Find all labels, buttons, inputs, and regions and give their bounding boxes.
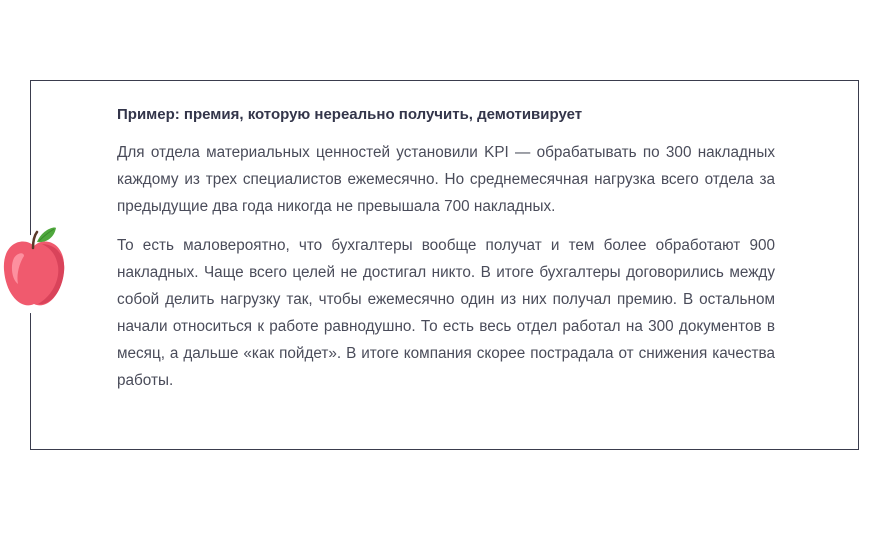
example-callout [30,80,859,450]
callout-title: Пример: премия, которую нереально получить, демотивирует [117,106,583,123]
callout-content [117,105,775,406]
callout-paragraph-1: Для отдела материальных ценностей установили KPI — обрабатывать по 300 накладных каждому из трех специалистов ежемесячно. Но среднемесячная нагрузка всего отдела за предыдущие два года никогда не превышала 700 накладных. [117,144,775,215]
callout-paragraph-2: То есть маловероятно, что бухгалтеры вообще получат и тем более обработают 900 накладных. Чаще всего целей не достигал никто. В итоге бухгалтеры договорились между собой делить нагрузку так, чтобы ежемесячно один из них получал премию. В остальном начали относиться к работе равнодушно. То есть весь отдел работал на 300 документов в месяц, а дальше «как пойдет». В итоге компания скорее пострадала от снижения качества работы. [117,237,775,389]
apple-icon [0,222,70,316]
